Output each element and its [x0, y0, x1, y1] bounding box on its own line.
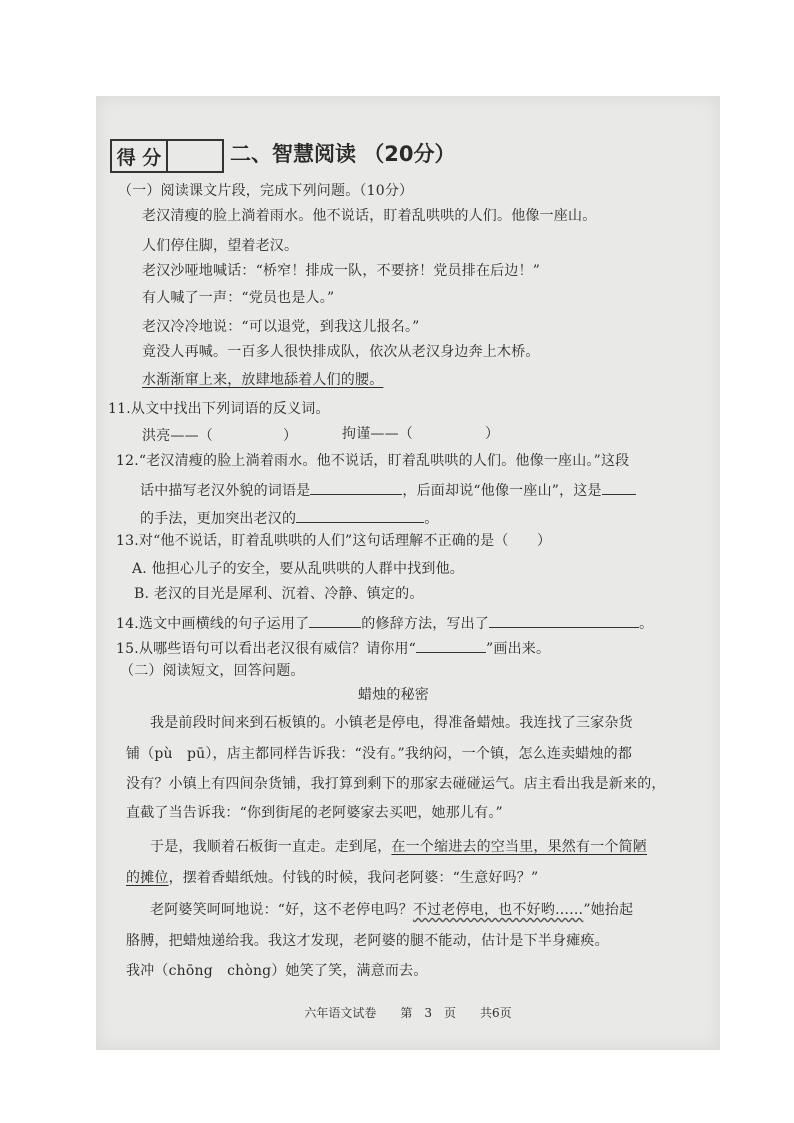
part1-header: （一）阅读课文片段，完成下列问题。（10分） — [118, 183, 414, 199]
answer-blank[interactable] — [602, 480, 636, 495]
part1-paragraph: 有人喊了一声：“党员也是人。” — [142, 290, 335, 306]
passage-line: 铺（pù pū），店主都同样告诉我：“没有。”我纳闷，一个镇，怎么连卖蜡烛的都 — [126, 746, 633, 762]
score-cell[interactable] — [168, 141, 222, 171]
question-12-line3: 的手法，更加突出老汉的 。 — [140, 508, 438, 528]
part2-header: （二）阅读短文，回答问题。 — [120, 663, 305, 679]
question-12-line2: 话中描写老汉外貌的词语是 ，后面却说“他像一座山”，这是 — [140, 480, 636, 500]
question-13: 13.对“他不说话，盯着乱哄哄的人们”这句话理解不正确的是（ ） — [116, 533, 552, 549]
passage-line: 没有？小镇上有四间杂货铺，我打算到剩下的那家去碰碰运气。店主看出我是新来的， — [126, 776, 666, 792]
answer-blank[interactable] — [489, 613, 639, 628]
question-12-line1: 12.“老汉清瘦的脸上淌着雨水。他不说话，盯着乱哄哄的人们。他像一座山。”这段 — [116, 453, 630, 469]
passage-line: 于是，我顺着石板街一直走。走到尾，在一个缩进去的空当里，果然有一个简陋 — [150, 839, 648, 855]
question-15: 15.从哪些语句可以看出老汉很有威信？请你用“ ”画出来。 — [116, 638, 550, 658]
question-11-b: 拘谨——（ ） — [342, 426, 500, 442]
part1-paragraph: 人们停住脚，望着老汉。 — [142, 238, 299, 254]
underlined-phrase: 在一个缩进去的空当里，果然有一个简陋 — [391, 839, 648, 855]
passage-line: 的摊位，摆着香蜡纸烛。付钱的时候，我问老阿婆：“生意好吗？” — [126, 870, 539, 886]
part1-paragraph: 老汉清瘦的脸上淌着雨水。他不说话，盯着乱哄哄的人们。他像一座山。 — [142, 208, 597, 224]
page-footer: 六年语文试卷 第 3 页 共6页 — [304, 1006, 512, 1020]
passage-line: 老阿婆笑呵呵地说：“好，这不老停电吗？不过老停电，也不好哟……”她抬起 — [150, 902, 634, 918]
answer-blank[interactable] — [309, 613, 361, 628]
answer-blank[interactable] — [296, 508, 424, 523]
part1-paragraph: 竟没人再喊。一百多人很快排成队，依次从老汉身边奔上木桥。 — [142, 344, 540, 360]
passage-line: 我是前段时间来到石板镇的。小镇老是停电，得准备蜡烛。我连找了三家杂货 — [150, 715, 633, 731]
question-13-option-a: A. 他担心儿子的安全，要从乱哄哄的人群中找到他。 — [132, 561, 465, 577]
answer-blank[interactable] — [310, 480, 402, 495]
score-box — [110, 139, 224, 173]
passage-line: 胳膊，把蜡烛递给我。我这才发现，老阿婆的腿不能动，估计是下半身瘫痪。 — [126, 933, 609, 949]
question-14: 14.选文中画横线的句子运用了 的修辞方法，写出了 。 — [116, 613, 653, 633]
section-title: 二、智慧阅读 （20分） — [230, 142, 456, 166]
exam-page — [96, 96, 720, 1050]
question-11: 11.从文中找出下列词语的反义词。 — [108, 401, 330, 417]
underlined-phrase: 的摊位 — [126, 870, 169, 886]
part1-paragraph: 老汉沙哑地喊话：“桥窄！排成一队，不要挤！党员排在后边！” — [142, 263, 541, 279]
score-label: 得 分 — [112, 141, 168, 171]
question-11-a: 洪亮——（ ） — [142, 428, 298, 444]
wavy-underlined-phrase: 不过老停电，也不好哟…… — [412, 902, 584, 918]
passage-title: 蜡烛的秘密 — [358, 687, 429, 703]
answer-blank[interactable] — [416, 638, 486, 653]
passage-line: 我冲（chōng chòng）她笑了笑，满意而去。 — [126, 963, 428, 979]
part1-paragraph: 老汉冷冷地说：“可以退党，到我这儿报名。” — [142, 319, 420, 335]
question-13-option-b: B. 老汉的目光是犀利、沉着、冷静、镇定的。 — [134, 586, 424, 602]
passage-line: 直截了当告诉我：“你到街尾的老阿婆家去买吧，她那儿有。” — [126, 805, 503, 821]
underlined-sentence: 水渐渐窜上来，放肆地舔着人们的腰。 — [142, 372, 384, 388]
